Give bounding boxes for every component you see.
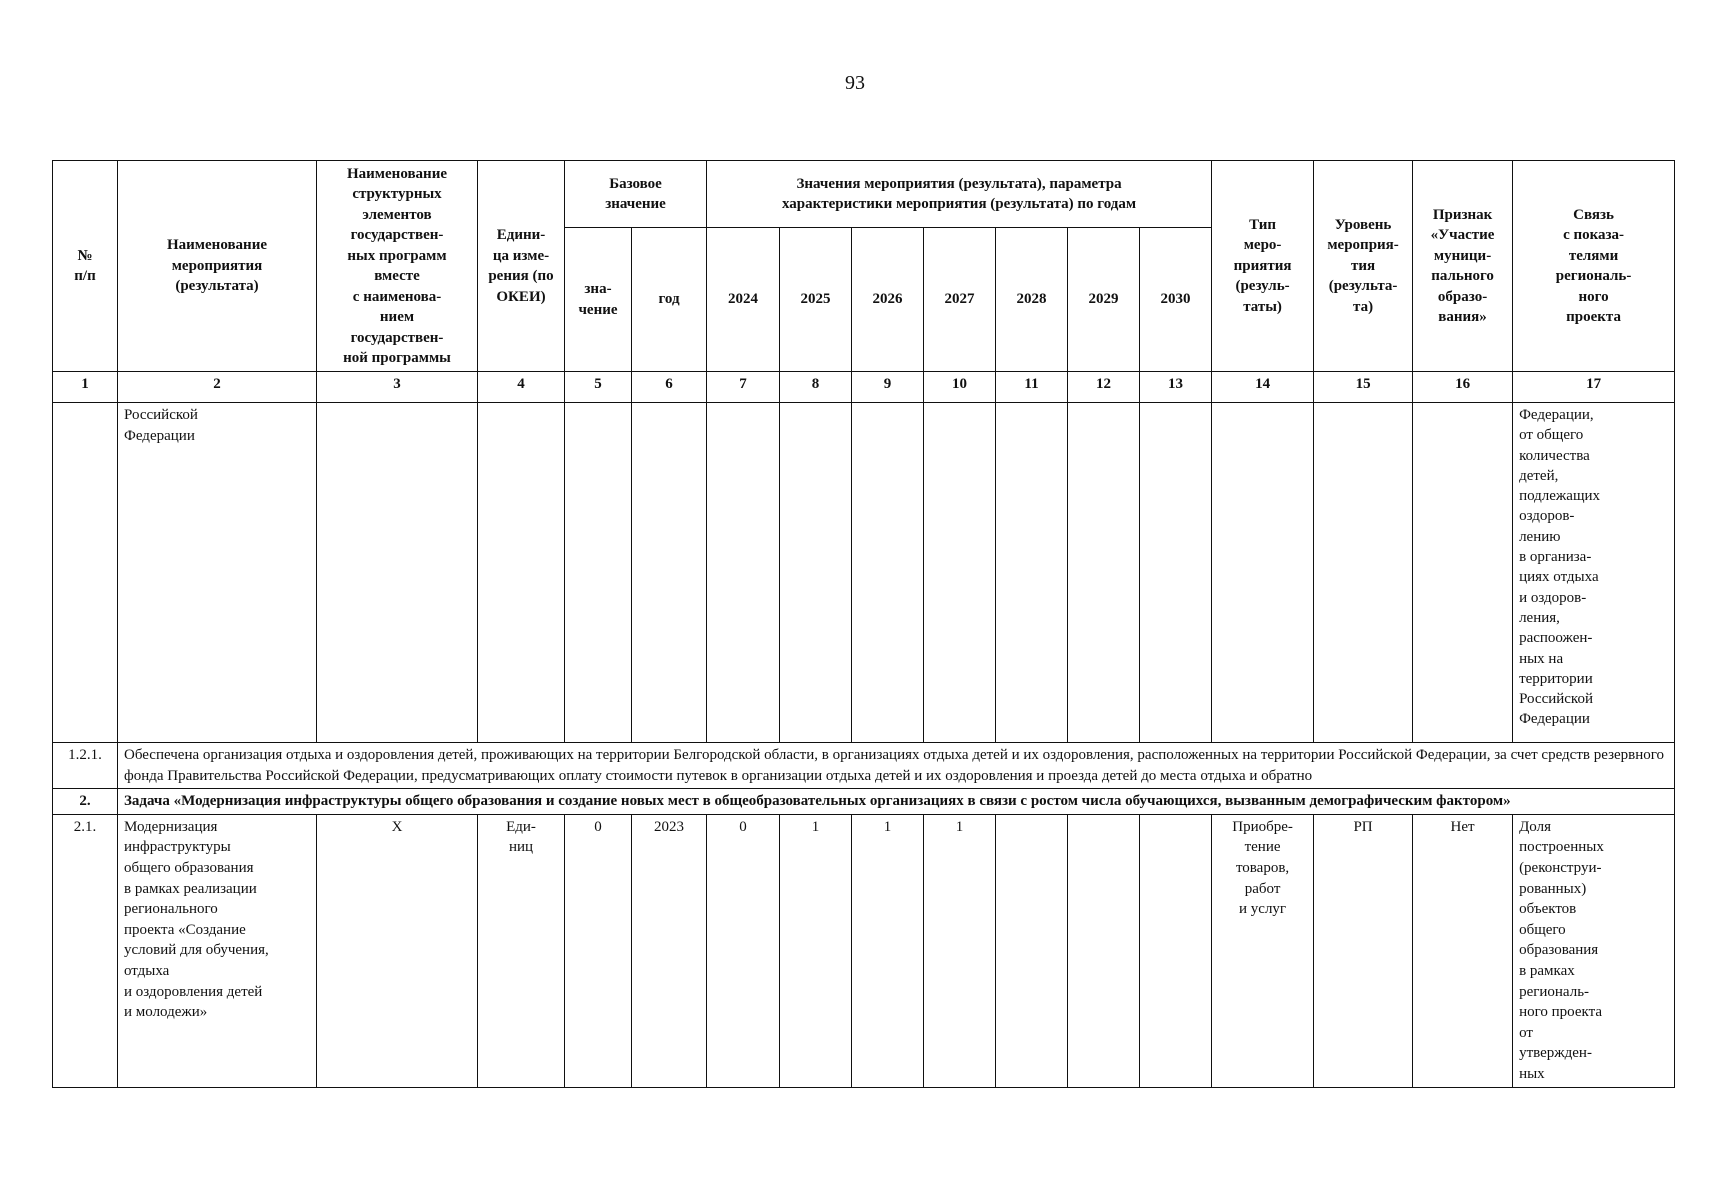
header-municipal: Признак «Участие муници- пального образо- вания»	[1413, 161, 1513, 372]
cell-level: РП	[1314, 814, 1413, 1087]
column-number: 16	[1413, 372, 1513, 403]
column-number: 9	[852, 372, 924, 403]
cell-empty	[996, 403, 1068, 743]
cell-empty	[632, 403, 707, 743]
header-year: 2026	[852, 228, 924, 372]
column-number: 12	[1068, 372, 1140, 403]
column-number-row	[53, 372, 1675, 403]
cell-link: Доля построенных (реконструи- рованных) объектов общего образования в рамках региональ- ного проекта от утвержден- ных	[1513, 814, 1675, 1087]
cell-merged-text: Обеспечена организация отдыха и оздоровления детей, проживающих на территории Белгородской области, в организациях отдыха детей и их оздоровления, расположенных на территории Российской Федерации, за счет средств резервного фонда Правительства Российской Федерации, предусматривающих оплату стоимости путевок в организации отдыха детей и их оздоровления и проезда детей до места отдыха и обратно	[118, 743, 1675, 789]
cell-empty	[1413, 403, 1513, 743]
cell-empty	[852, 403, 924, 743]
cell-empty	[317, 403, 478, 743]
header-year: 2025	[780, 228, 852, 372]
header-years-group: Значения мероприятия (результата), параметра характеристики мероприятия (результата) по годам	[707, 161, 1212, 228]
cell-year-value	[1140, 814, 1212, 1087]
cell-link: Федерации, от общего количества детей, подлежащих оздоров- лению в организа- циях отдыха и оздоров- ления, распоожен- ных на территории Российской Федерации	[1513, 403, 1675, 743]
cell-empty	[565, 403, 632, 743]
header-base-year: год	[632, 228, 707, 372]
column-number: 15	[1314, 372, 1413, 403]
cell-empty	[1212, 403, 1314, 743]
header-year: 2029	[1068, 228, 1140, 372]
header-year: 2030	[1140, 228, 1212, 372]
header-base-value: зна- чение	[565, 228, 632, 372]
cell-empty	[707, 403, 780, 743]
cell-empty	[924, 403, 996, 743]
header-year: 2027	[924, 228, 996, 372]
results-table	[52, 160, 1675, 1088]
cell-empty	[1140, 403, 1212, 743]
cell-year-value	[1068, 814, 1140, 1087]
column-number: 2	[118, 372, 317, 403]
header-base-group: Базовое значение	[565, 161, 707, 228]
cell-task-text: Задача «Модернизация инфраструктуры общего образования и создание новых мест в общеобразовательных организациях в связи с ростом числа обучающихся, вызванным демографическим фактором»	[118, 789, 1675, 815]
column-number: 1	[53, 372, 118, 403]
cell-year-value: 0	[707, 814, 780, 1087]
cell-base-year: 2023	[632, 814, 707, 1087]
header-year: 2028	[996, 228, 1068, 372]
table-row-2-1	[53, 814, 1675, 1087]
cell-unit: Еди- ниц	[478, 814, 565, 1087]
cell-type: Приобре- тение товаров, работ и услуг	[1212, 814, 1314, 1087]
cell-structure: Х	[317, 814, 478, 1087]
cell-number	[53, 403, 118, 743]
page-number: 93	[845, 72, 865, 94]
header-unit: Едини- ца изме- рения (по ОКЕИ)	[478, 161, 565, 372]
table-row-1-2-1	[53, 743, 1675, 789]
cell-base-value: 0	[565, 814, 632, 1087]
cell-municipal: Нет	[1413, 814, 1513, 1087]
cell-number: 2.	[53, 789, 118, 815]
header-level: Уровень мероприя- тия (результа- та)	[1314, 161, 1413, 372]
column-number: 5	[565, 372, 632, 403]
header-result-name: Наименование мероприятия (результата)	[118, 161, 317, 372]
cell-number: 1.2.1.	[53, 743, 118, 789]
header-link: Связь с показа- телями региональ- ного проекта	[1513, 161, 1675, 372]
cell-number: 2.1.	[53, 814, 118, 1087]
column-number: 14	[1212, 372, 1314, 403]
cell-result-name: Модернизация инфраструктуры общего образования в рамках реализации регионального проекта «Создание условий для обучения, отдыха и оздоровления детей и молодежи»	[118, 814, 317, 1087]
header-year: 2024	[707, 228, 780, 372]
column-number: 4	[478, 372, 565, 403]
table-row-2	[53, 789, 1675, 815]
cell-empty	[780, 403, 852, 743]
cell-year-value: 1	[852, 814, 924, 1087]
cell-empty	[1068, 403, 1140, 743]
column-number: 8	[780, 372, 852, 403]
cell-result-name: Российской Федерации	[118, 403, 317, 743]
column-number: 11	[996, 372, 1068, 403]
table-row-continuation	[53, 403, 1675, 743]
cell-year-value: 1	[780, 814, 852, 1087]
column-number: 6	[632, 372, 707, 403]
column-number: 17	[1513, 372, 1675, 403]
header-structure-name: Наименование структурных элементов государствен- ных программ вместе с наименова- нием государствен- ной программы	[317, 161, 478, 372]
column-number: 7	[707, 372, 780, 403]
column-number: 10	[924, 372, 996, 403]
column-number: 3	[317, 372, 478, 403]
header-number: № п/п	[53, 161, 118, 372]
header-type: Тип меро- приятия (резуль- таты)	[1212, 161, 1314, 372]
cell-year-value	[996, 814, 1068, 1087]
cell-empty	[1314, 403, 1413, 743]
column-number: 13	[1140, 372, 1212, 403]
cell-empty	[478, 403, 565, 743]
cell-year-value: 1	[924, 814, 996, 1087]
